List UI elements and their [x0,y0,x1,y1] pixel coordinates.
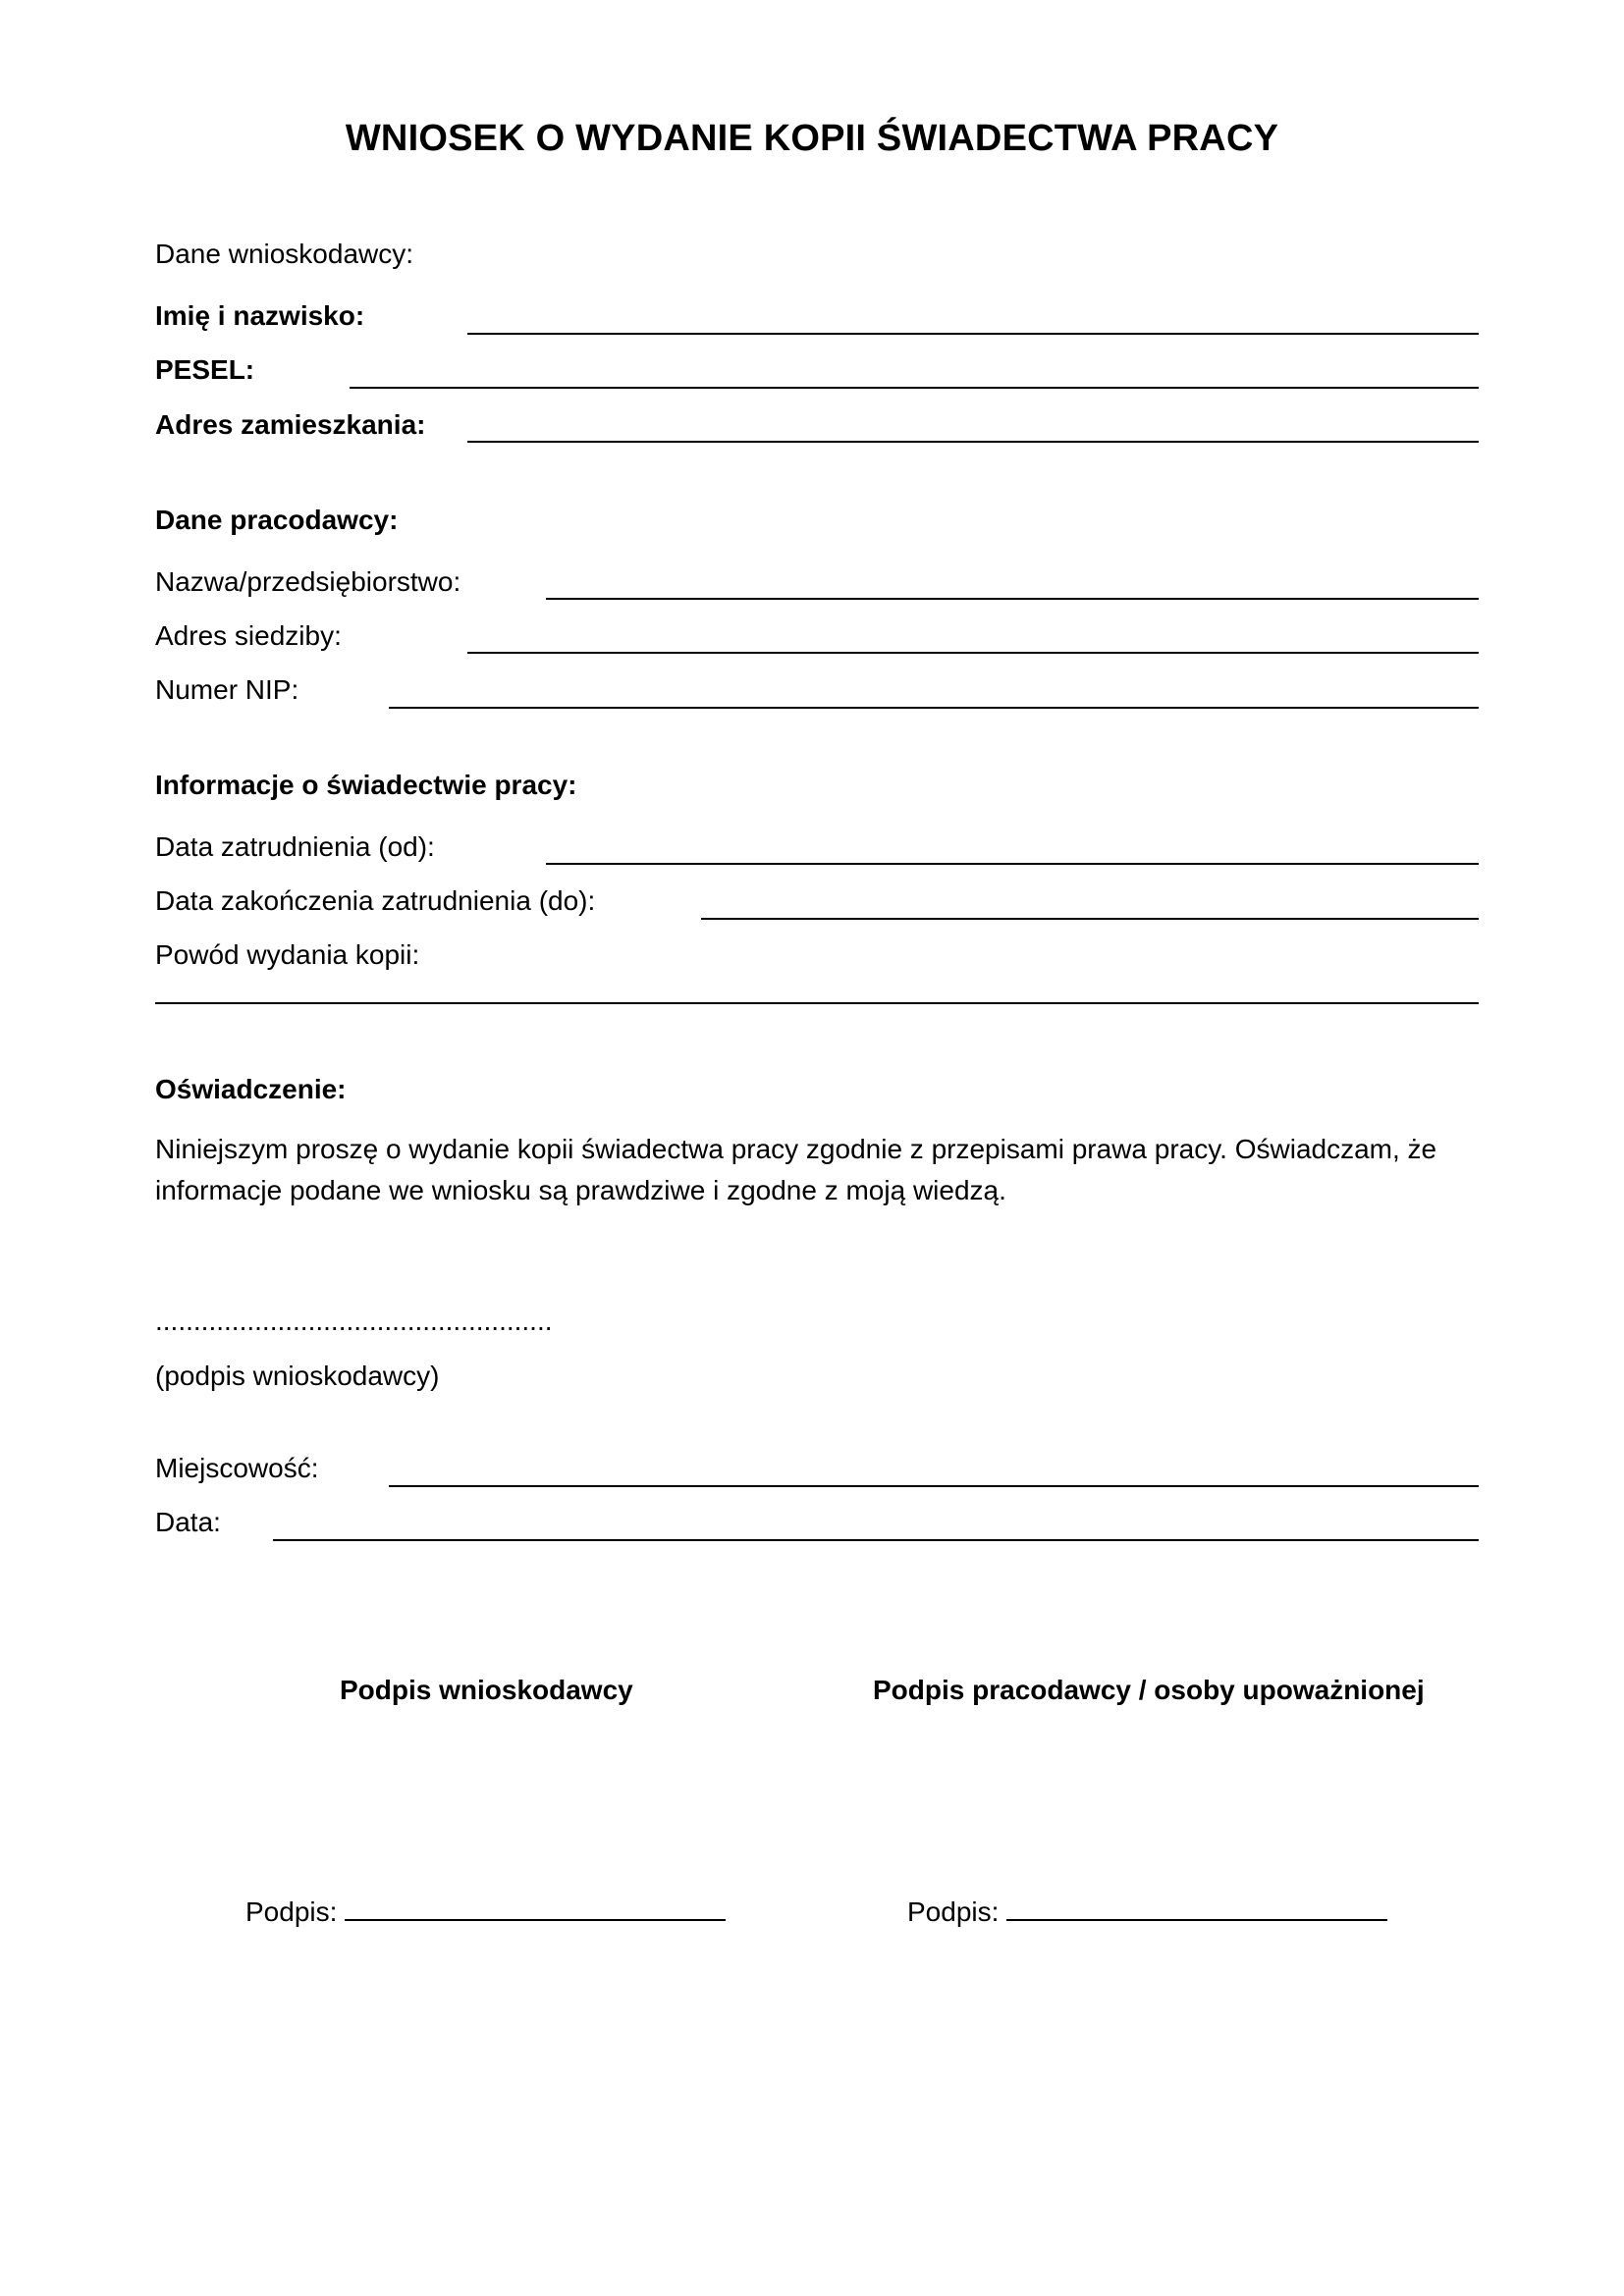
place-label: Miejscowość: [155,1453,319,1483]
nip-label: Numer NIP: [155,674,299,705]
applicant-signature-line [245,1894,726,1928]
employer-signature-field[interactable] [1006,1894,1387,1921]
statement-text: Niniejszym proszę o wydanie kopii świadectwa pracy zgodnie z przepisami prawa pracy. Oświadczam, że informacje podane we wniosku są prawdziwe i zgodne z moją wiedzą. [155,1134,1437,1205]
signature-caption: (podpis wnioskodawcy) [155,1361,440,1391]
pesel-field-line[interactable] [350,387,1479,389]
name-label: Imię i nazwisko: [155,300,365,331]
start-date-label: Data zatrudnienia (od): [155,831,435,862]
page-title: WNIOSEK O WYDANIE KOPII ŚWIADECTWA PRACY [345,118,1279,159]
pesel-label: PESEL: [155,354,255,385]
applicant-signature-label: Podpis: [245,1896,338,1927]
address-label: Adres zamieszkania: [155,409,426,440]
certificate-section-heading: Informacje o świadectwie pracy: [155,770,577,800]
employer-signature-label: Podpis: [907,1896,1000,1927]
place-field-line[interactable] [389,1485,1479,1487]
employer-section-heading: Dane pracodawcy: [155,505,399,535]
reason-label: Powód wydania kopii: [155,939,420,970]
applicant-section-heading: Dane wnioskodawcy: [155,239,414,269]
applicant-signature-heading: Podpis wnioskodawcy [340,1675,633,1705]
address-field-line[interactable] [467,441,1479,443]
signature-dots: .................................................... [155,1306,553,1336]
company-field-line[interactable] [546,598,1479,600]
end-date-field-line[interactable] [701,918,1479,920]
date-label: Data: [155,1507,221,1537]
name-field-line[interactable] [467,333,1479,335]
seat-address-field-line[interactable] [467,652,1479,654]
employer-signature-heading: Podpis pracodawcy / osoby upoważnionej [873,1675,1425,1705]
company-label: Nazwa/przedsiębiorstwo: [155,566,461,597]
statement-heading: Oświadczenie: [155,1074,347,1104]
employer-signature-line [907,1894,1387,1928]
seat-address-label: Adres siedziby: [155,620,342,651]
start-date-field-line[interactable] [546,863,1479,865]
nip-field-line[interactable] [389,707,1479,709]
end-date-label: Data zakończenia zatrudnienia (do): [155,885,596,916]
applicant-signature-field[interactable] [345,1894,726,1921]
date-field-line[interactable] [273,1539,1479,1541]
reason-field-line[interactable] [155,1002,1479,1004]
